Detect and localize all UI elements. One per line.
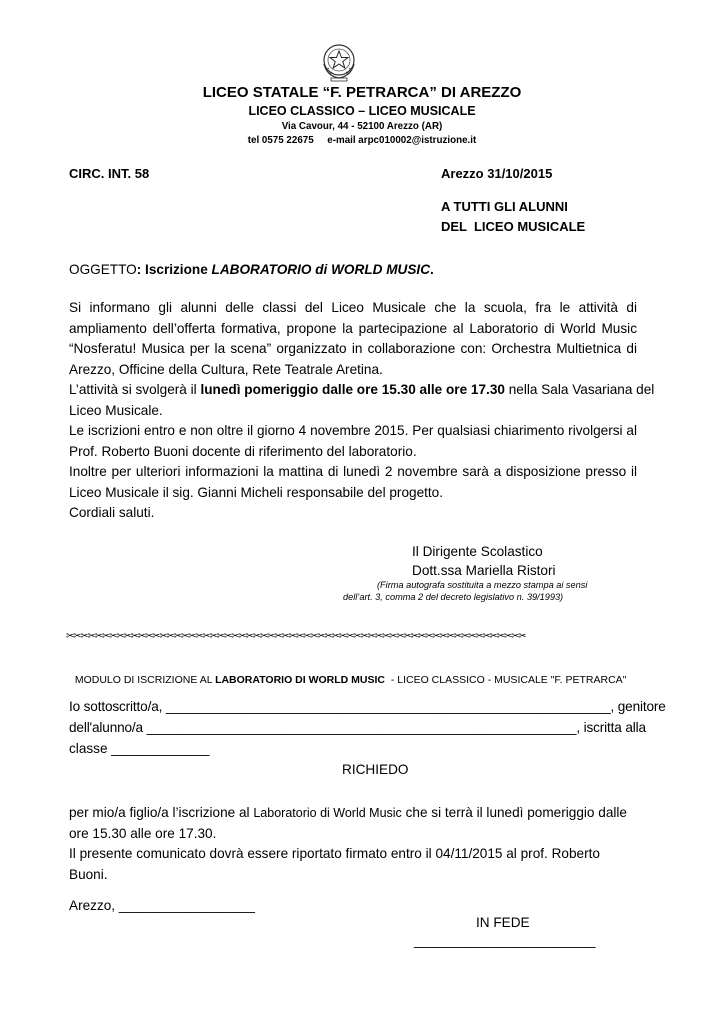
italian-republic-emblem — [319, 40, 359, 82]
signature-field[interactable]: ________________________ — [414, 933, 596, 948]
body-line: ampliamento dell’offerta formativa, propone la partecipazione al Laboratorio di World Music — [69, 320, 637, 336]
request-lab: Laboratorio di World Music — [253, 806, 402, 820]
request-line: Il presente comunicato dovrà essere riportato firmato entro il 04/11/2015 al prof. Roberto — [69, 846, 600, 861]
subject-title: LABORATORIO di WORLD MUSIC — [211, 262, 431, 277]
recipients-line-2: DEL LICEO MUSICALE — [441, 219, 586, 234]
signature-role: Il Dirigente Scolastico — [412, 544, 543, 559]
signature-note-1: (Firma autografa sostituita a mezzo stampa ai sensi — [377, 580, 588, 590]
closing-greeting: Cordiali saluti. — [69, 505, 155, 520]
parent-name-row[interactable]: Io sottoscritto/a, ____________________________________________________________, genitore — [69, 699, 666, 714]
school-address: Via Cavour, 44 - 52100 Arezzo (AR) — [281, 121, 443, 132]
body-text — [69, 298, 655, 524]
subject-line — [69, 262, 434, 277]
body-line: Si informano gli alunni delle classi del Liceo Musicale che la scuola, fra le attività di — [69, 300, 637, 315]
request-heading: RICHIEDO — [342, 762, 409, 777]
body-line: Le iscrizioni entro e non oltre il giorno 4 novembre 2015. Per qualsiasi chiarimento rivolgersi al — [69, 423, 637, 438]
recipients-line-1: A TUTTI GLI ALUNNI — [441, 199, 568, 214]
subject-label: Iscrizione — [145, 262, 212, 277]
body-line: Arezzo, Officine della Cultura, Rete Teatrale Aretina. — [69, 361, 383, 377]
subject-colon: : — [136, 262, 146, 277]
subject-end: . — [430, 262, 434, 277]
body-line: “Nosferatu! Musica per la scena” organizzato in collaborazione con: Orchestra Multietnica di — [69, 341, 637, 356]
body-line: Liceo Musicale il sig. Gianni Micheli responsabile del progetto. — [69, 484, 444, 500]
schedule-intro: L’attività si svolgerà il — [69, 382, 201, 397]
body-line: Inoltre per ulteriori informazioni la mattina di lunedì 2 novembre sarà a disposizione presso il — [69, 464, 637, 479]
place-date-field[interactable]: Arezzo, __________________ — [69, 898, 255, 913]
school-name: LICEO STATALE “F. PETRARCA” DI AREZZO — [202, 84, 522, 101]
form-title — [69, 662, 626, 686]
form-title-lab: LABORATORIO DI WORLD MUSIC — [215, 674, 385, 686]
schedule-time: lunedì pomeriggio dalle ore 15.30 alle ore 17.30 — [200, 382, 505, 397]
body-line — [69, 380, 655, 401]
circular-date: Arezzo 31/10/2015 — [441, 166, 553, 181]
class-row[interactable]: classe _____________ — [69, 741, 210, 756]
subject-prefix: OGGETTO — [69, 262, 137, 277]
in-fede-label: IN FEDE — [476, 915, 530, 930]
request-line: Buoni. — [69, 866, 108, 882]
signature-note-2: dell’art. 3, comma 2 del decreto legislativo n. 39/1993) — [343, 592, 564, 602]
request-line — [69, 803, 627, 824]
form-title-suffix: - LICEO CLASSICO - MUSICALE "F. PETRARCA" — [385, 674, 627, 686]
request-schedule: che si terrà il lunedì pomeriggio dalle — [401, 805, 627, 820]
school-contacts: tel 0575 22675 e-mail arpc010002@istruzione.it — [247, 135, 477, 146]
body-line: Liceo Musicale. — [69, 402, 163, 418]
signature-name: Dott.ssa Mariella Ristori — [412, 563, 556, 578]
body-line: Prof. Roberto Buoni docente di riferimento del laboratorio. — [69, 443, 417, 459]
circular-number: CIRC. INT. 58 — [69, 166, 150, 181]
school-subtitle: LICEO CLASSICO – LICEO MUSICALE — [248, 104, 476, 118]
schedule-place: nella Sala Vasariana del — [504, 382, 655, 397]
request-intro: per mio/a figlio/a l’iscrizione al — [69, 805, 254, 820]
cut-line: ✂✂✂✂✂✂✂✂✂✂✂✂✂✂✂✂✂✂✂✂✂✂✂✂✂✂✂✂✂✂✂✂✂✂✂✂✂✂✂✂✂✂✂✂✂✂✂✂✂✂✂✂✂✂✂✂✂✂✂✂✂✂✂✂ — [66, 631, 526, 642]
request-line: ore 15.30 alle ore 17.30. — [69, 825, 217, 841]
form-title-prefix: MODULO DI ISCRIZIONE AL — [74, 674, 216, 686]
student-name-row[interactable]: dell'alunno/a __________________________________________________________, iscritta alla — [69, 720, 646, 735]
request-paragraph — [69, 803, 627, 885]
